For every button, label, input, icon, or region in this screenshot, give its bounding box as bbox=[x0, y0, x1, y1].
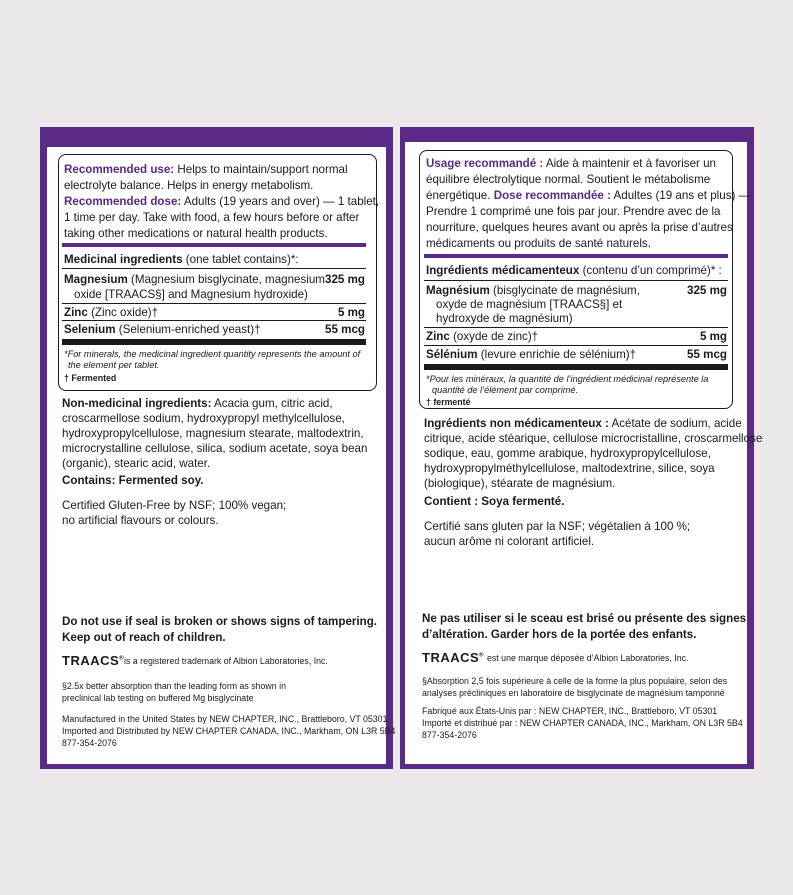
en-nonmedicinal bbox=[62, 396, 333, 411]
en-heading-rule bbox=[62, 268, 366, 269]
fr-thick-rule bbox=[424, 364, 728, 370]
en-rec-use-text: Helps to maintain/support normal bbox=[174, 163, 348, 176]
fr-rec-dose-line4: médicaments ou produits de santé naturels. bbox=[426, 237, 651, 250]
fr-med-heading-bold: Ingrédients médicamenteux bbox=[426, 264, 580, 277]
fr-rec-dose-text: Adultes (19 ans et plus) — bbox=[610, 189, 751, 202]
fr-nonmed-line4: hydroxypropylméthylcellulose, maltodextrine, silice, soya bbox=[424, 462, 715, 475]
fr-rec-use-text: Aide à maintenir et à favoriser un bbox=[543, 157, 716, 170]
fr-certified-line1: Certifié sans gluten par la NSF; végétalien à 100 %; bbox=[424, 520, 691, 533]
en-rec-dose-line3: taking other medications or natural health products. bbox=[64, 227, 328, 240]
en-mg-desc-line2: oxide [TRAACS§] and Magnesium hydroxide) bbox=[74, 288, 308, 301]
fr-zn-name: Zinc bbox=[426, 330, 450, 343]
en-mg-rule bbox=[62, 303, 366, 304]
fr-mfg-line1: Fabriqué aux États-Unis par : NEW CHAPTER, INC., Brattleboro, VT 05301 bbox=[422, 706, 718, 716]
fr-rec-use-label: Usage recommandé : bbox=[426, 157, 544, 170]
en-rec-use-line2: electrolyte balance. Helps in energy metabolism. bbox=[64, 179, 314, 192]
en-recommended-use bbox=[64, 162, 348, 177]
fr-nonmed-text: Acétate de sodium, acide bbox=[608, 417, 742, 430]
fr-mfg-line3: 877-354-2076 bbox=[422, 730, 477, 740]
fr-traacs-logo: TRAACS® bbox=[422, 650, 485, 665]
en-nonmed-text: Acacia gum, citric acid, bbox=[211, 397, 333, 410]
en-nonmed-line2: croscarmellose sodium, hydroxypropyl methylcellulose, bbox=[62, 412, 345, 425]
fr-footnote-line1: *Pour les minéraux, la quantité de l’ingrédient médicinal représente la bbox=[426, 374, 709, 384]
fr-nonmedicinal bbox=[424, 416, 742, 431]
en-nonmed-line3: hydroxypropylcellulose, magnesium stearate, maltodextrin, bbox=[62, 427, 364, 440]
fr-se-amount: 55 mcg bbox=[687, 348, 727, 361]
en-mg-name: Magnesium bbox=[64, 273, 128, 286]
en-medicinal-heading bbox=[64, 252, 299, 267]
en-traacs-logo: TRAACS® bbox=[62, 653, 125, 668]
en-rec-use-label: Recommended use: bbox=[64, 163, 175, 176]
fr-recommended-use bbox=[426, 156, 716, 171]
en-med-heading-rest: (one tablet contains)*: bbox=[182, 253, 299, 266]
fr-rec-dose-line3: nourriture, quelques heures avant ou après la prise d’autres bbox=[426, 221, 733, 234]
fr-rec-dose-line2: Prendre 1 comprimé une fois par jour. Prendre avec de la bbox=[426, 205, 721, 218]
fr-mg-rule bbox=[424, 327, 728, 328]
en-warning-line1: Do not use if seal is broken or shows signs of tampering. bbox=[62, 615, 378, 628]
fr-rec-dose-label: Dose recommandée : bbox=[490, 189, 611, 202]
en-mfg-line3: 877-354-2076 bbox=[62, 738, 117, 748]
en-rec-dose-line2: 1 time per day. Take with food, a few hours before or after bbox=[64, 211, 360, 224]
fr-ingredient-zinc bbox=[426, 329, 538, 344]
en-thick-rule bbox=[62, 339, 366, 345]
en-mfg-line1: Manufactured in the United States by NEW CHAPTER, INC., Brattleboro, VT 05301 bbox=[62, 714, 388, 724]
fr-medicinal-heading bbox=[426, 263, 722, 278]
fr-warning-line2: d’altération. Garder hors de la portée des enfants. bbox=[422, 628, 697, 641]
en-fermented-note: † Fermented bbox=[64, 373, 117, 383]
en-footnote-line2: the element per tablet. bbox=[68, 360, 160, 370]
fr-nonmed-line2: citrique, acide stéarique, cellulose microcristalline, croscarmellose bbox=[424, 432, 763, 445]
en-zn-amount: 5 mg bbox=[337, 306, 365, 319]
en-warning-line2: Keep out of reach of children. bbox=[62, 631, 226, 644]
fr-heading-rule bbox=[424, 280, 728, 281]
fr-absorption-line2: analyses précliniques en laboratoire de bisglycinate de magnésium tamponné bbox=[422, 688, 725, 698]
fr-mg-name: Magnésium bbox=[426, 284, 490, 297]
fr-mg-desc: (bisglycinate de magnésium, bbox=[489, 284, 640, 297]
fr-mfg-line2: Importé et distribué par : NEW CHAPTER CANADA, INC., Markham, ON L3R 5B4 bbox=[422, 718, 743, 728]
en-absorption-line1: §2.5x better absorption than the leading form as shown in bbox=[62, 681, 286, 691]
en-ingredient-selenium bbox=[64, 322, 261, 337]
en-nonmed-line4: microcrystalline cellulose, silica, sodium acetate, soya bean bbox=[62, 442, 368, 455]
fr-mg-amount: 325 mg bbox=[687, 284, 727, 297]
fr-certified-line2: aucun arôme ni colorant artificiel. bbox=[424, 535, 595, 548]
en-nonmed-label: Non-medicinal ingredients: bbox=[62, 397, 212, 410]
en-recommended-dose bbox=[64, 194, 379, 209]
fr-se-name: Sélénium bbox=[426, 348, 478, 361]
en-ingredient-zinc bbox=[64, 305, 158, 320]
en-absorption-line2: preclinical lab testing on buffered Mg bisglycinate bbox=[62, 693, 254, 703]
en-certified-line2: no artificial flavours or colours. bbox=[62, 514, 219, 527]
fr-traacs-text: est une marque déposée d’Albion Laboratories, Inc. bbox=[487, 653, 689, 663]
en-footnote-line1: *For minerals, the medicinal ingredient quantity represents the amount of bbox=[64, 349, 361, 359]
en-zn-rule bbox=[62, 320, 366, 321]
en-se-desc: (Selenium-enriched yeast)† bbox=[115, 323, 261, 336]
fr-nonmed-label: Ingrédients non médicamenteux : bbox=[424, 417, 609, 430]
en-med-heading-bold: Medicinal ingredients bbox=[64, 253, 183, 266]
en-rec-dose-label: Recommended dose: bbox=[64, 195, 182, 208]
fr-footnote-line2: quantité de l’élément par comprimé. bbox=[432, 385, 579, 395]
en-mg-desc: (Magnesium bisglycinate, magnesium bbox=[127, 273, 325, 286]
en-zn-name: Zinc bbox=[64, 306, 88, 319]
fr-rec-use-line2: équilibre électrolytique normal. Soutient le métabolisme bbox=[426, 173, 711, 186]
en-certified-line1: Certified Gluten-Free by NSF; 100% vegan; bbox=[62, 499, 287, 512]
en-zn-desc: (Zinc oxide)† bbox=[87, 306, 159, 319]
fr-mg-desc-line2: oxyde de magnésium [TRAACS§] et bbox=[436, 298, 623, 311]
fr-contains: Contient : Soya fermenté. bbox=[424, 495, 565, 508]
fr-med-heading-rest: (contenu d’un comprimé)* : bbox=[579, 264, 722, 277]
fr-zn-rule bbox=[424, 345, 728, 346]
fr-rec-use-text3: énergétique. bbox=[426, 189, 491, 202]
fr-se-desc: (levure enrichie de sélénium)† bbox=[477, 348, 637, 361]
en-se-name: Selenium bbox=[64, 323, 116, 336]
fr-fermented-note: † fermenté bbox=[426, 397, 471, 407]
fr-absorption-line1: §Absorption 2,5 fois supérieure à celle de la forme la plus populaire, selon des bbox=[422, 676, 728, 686]
en-purple-divider bbox=[62, 243, 366, 247]
fr-ingredient-selenium bbox=[426, 347, 636, 362]
fr-zn-desc: (oxyde de zinc)† bbox=[449, 330, 539, 343]
en-mg-amount: 325 mg bbox=[325, 273, 365, 286]
fr-rec-use-line3 bbox=[426, 188, 750, 203]
en-mfg-line2: Imported and Distributed by NEW CHAPTER CANADA, INC., Markham, ON L3R 5B4 bbox=[62, 726, 396, 736]
en-se-amount: 55 mcg bbox=[325, 323, 365, 336]
fr-zn-amount: 5 mg bbox=[699, 330, 727, 343]
fr-nonmed-line3: sodique, eau, gomme arabique, hydroxypropylcellulose, bbox=[424, 447, 711, 460]
en-ingredient-magnesium bbox=[64, 272, 325, 287]
en-traacs-text: is a registered trademark of Albion Laboratories, Inc. bbox=[124, 656, 328, 666]
fr-mg-desc-line3: hydroxyde de magnésium) bbox=[436, 312, 573, 325]
en-nonmed-line5: (organic), stearic acid, water. bbox=[62, 457, 211, 470]
fr-purple-divider bbox=[424, 254, 728, 258]
fr-warning-line1: Ne pas utiliser si le sceau est brisé ou présente des signes bbox=[422, 612, 747, 625]
en-rec-dose-text: Adults (19 years and over) — 1 tablet, bbox=[181, 195, 380, 208]
fr-nonmed-line5: (biologique), stéarate de magnésium. bbox=[424, 477, 616, 490]
en-contains: Contains: Fermented soy. bbox=[62, 474, 204, 487]
